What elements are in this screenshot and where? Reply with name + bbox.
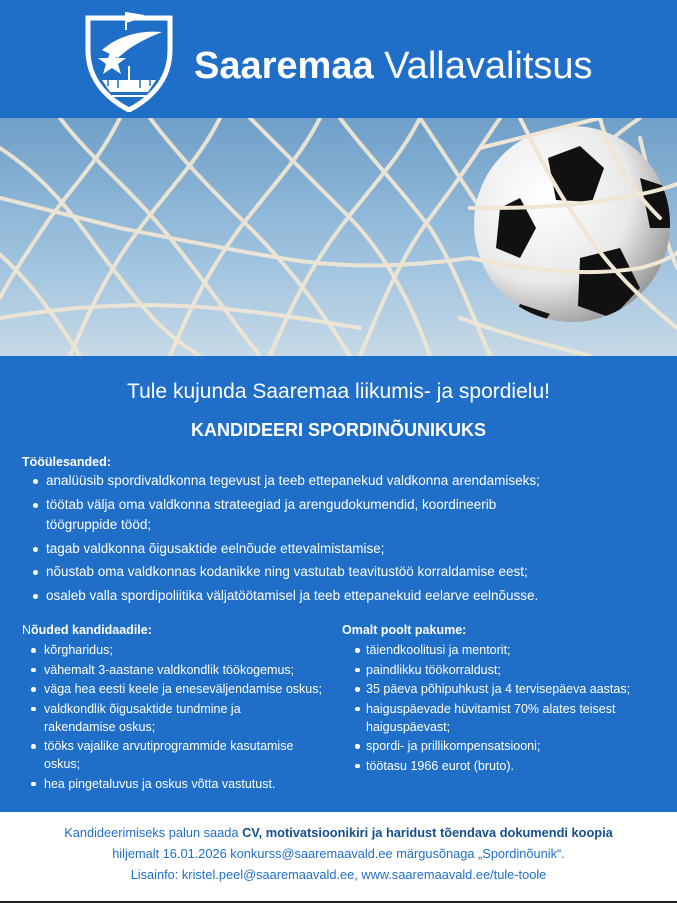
footer-line-1 [0,822,677,843]
requirements-title-prefix: N [22,623,32,637]
list-item: analüüsib spordivaldkonna tegevust ja teeb ettepanekud valdkonna arendamiseks; [22,471,662,492]
list-item: tööks vajalike arvutiprogrammide kasutamise oskus; [22,737,329,773]
list-item: paindlikku töökorraldust; [342,661,662,679]
tagline: Tule kujunda Saaremaa liikumis- ja spordielu! [127,380,550,403]
list-item: töötasu 1966 eurot (bruto). [342,757,662,775]
list-item: haiguspäevade hüvitamist 70% alates teisest haiguspäevast; [342,700,616,736]
bottom-divider [0,901,677,903]
list-item: hea pingetaluvus ja oskus võtta vastutust. [22,775,332,793]
football-in-goal-net-photo [0,118,677,356]
list-item: kõrgharidus; [22,641,332,659]
position-heading: KANDIDEERI SPORDINÕUNIKUKS [190,420,487,440]
brand-bold: Saaremaa [194,45,374,87]
content-panel [0,356,677,812]
brand-title [194,42,593,90]
footer-line-1-start: Kandideerimiseks palun saada [64,825,243,840]
saaremaa-coat-of-arms-icon [82,10,176,112]
list-item: spordi- ja prillikompensatsiooni; [342,737,662,755]
list-item: valdkondlik õigusaktide tundmine ja rakendamise oskus; [22,700,299,736]
requirements-section [22,622,332,794]
list-item: tagab valdkonna õigusaktide eelnõude ettevalmistamise; [22,539,662,560]
footer-deadline: hiljemalt 16.01.2026 konkurss@saaremaavald.ee märgusõnaga „Spordinõunik“. [112,846,565,861]
offer-section [342,622,662,776]
offer-list [342,641,662,775]
footer-required-documents: CV, motivatsioonikiri ja haridust tõendava dokumendi koopia [242,825,613,840]
duties-list [22,471,662,606]
list-item: täiendkoolitusi ja mentorit; [342,641,662,659]
footer-contact: Lisainfo: kristel.peel@saaremaavald.ee, www.saaremaavald.ee/tule-toole [130,867,547,882]
requirements-title [22,622,332,639]
hero-photo [0,118,677,356]
list-item: nõustab oma valdkonnas kodanikke ning vastutab teavitustöö korraldamise eest; [22,562,662,583]
requirements-title-rest: õuded kandidaadile: [31,623,152,637]
offer-title: Omalt poolt pakume: [342,623,467,637]
requirements-list [22,641,332,793]
duties-title: Tööülesanded: [22,455,111,469]
brand-light: Vallavalitsus [384,45,593,87]
duties-section [22,454,662,609]
list-item: väga hea eesti keele ja eneseväljendamise oskus; [22,680,332,698]
list-item: töötab välja oma valdkonna strateegiad ja arengudokumendid, koordineerib töögruppide tööd; [22,495,566,536]
list-item: osaleb valla spordipoliitika väljatöötamisel ja teeb ettepanekuid eelarve eelnõusse. [22,586,662,607]
header-band [0,0,677,118]
list-item: vähemalt 3-aastane valdkondlik töökogemus; [22,661,332,679]
application-info [0,822,677,898]
list-item: 35 päeva põhipuhkust ja 4 tervisepäeva aastas; [342,680,662,698]
